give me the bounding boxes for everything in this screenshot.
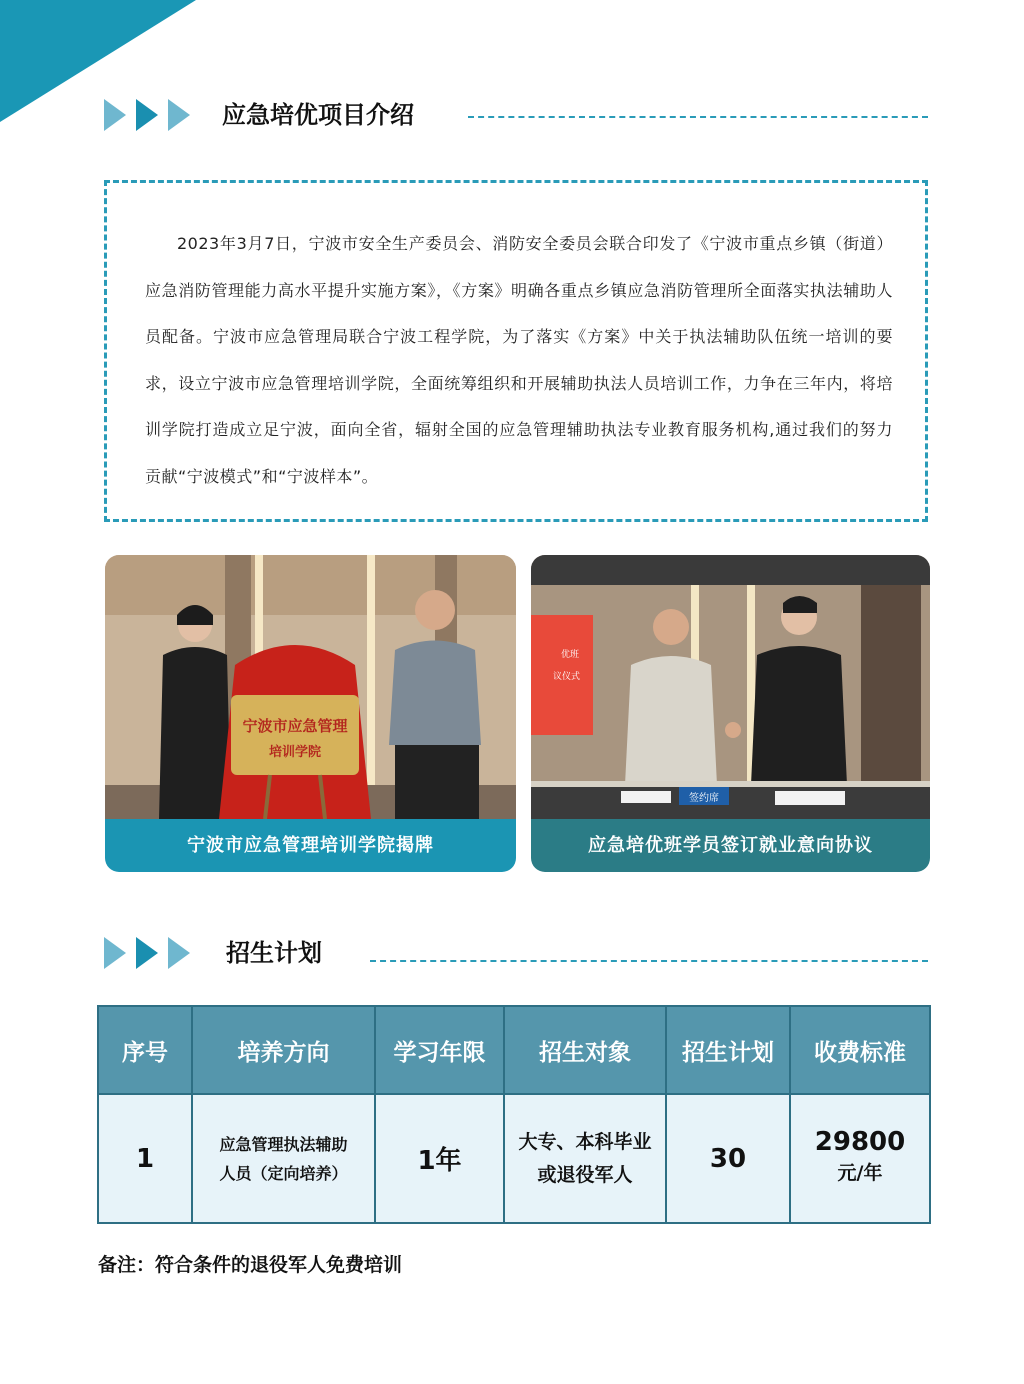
- cell-target-line2: 或退役军人: [537, 1163, 633, 1186]
- dashed-divider: [370, 960, 928, 962]
- cell-index: 1: [98, 1094, 192, 1223]
- dashed-divider: [468, 116, 928, 118]
- cell-target-line1: 大专、本科毕业: [518, 1130, 652, 1153]
- header-cell: 收费标准: [790, 1006, 930, 1094]
- photo-caption: 应急培优班学员签订就业意向协议: [531, 819, 930, 872]
- screen-line1: 优班: [561, 650, 580, 660]
- unveiling-photo: [105, 555, 516, 819]
- remark-note: 备注：符合条件的退役军人免费培训: [98, 1254, 403, 1276]
- table-header-row: [98, 1006, 930, 1094]
- header-cell: 序号: [98, 1006, 192, 1094]
- section-title: 应急培优项目介绍: [222, 101, 414, 129]
- cell-target: [504, 1094, 666, 1223]
- photo-card-signing: [531, 555, 930, 872]
- triple-arrow-icon: [104, 98, 194, 132]
- section-header-enrollment: [104, 936, 928, 976]
- intro-box: [104, 180, 928, 522]
- cell-fee-unit: 元/年: [837, 1162, 883, 1184]
- table-row: [98, 1094, 930, 1223]
- plaque-line2: 培训学院: [268, 745, 322, 760]
- cell-direction-line1: 应急管理执法辅助: [219, 1134, 348, 1154]
- signing-photo: [531, 555, 930, 819]
- header-cell: 招生对象: [504, 1006, 666, 1094]
- cell-plan: 30: [666, 1094, 790, 1223]
- section-title: 招生计划: [226, 939, 322, 967]
- cell-direction-line2: 人员（定向培养）: [219, 1163, 348, 1183]
- screen-line2: 议仪式: [553, 672, 581, 682]
- cell-fee-amount: 29800: [814, 1127, 906, 1157]
- cell-fee: [790, 1094, 930, 1223]
- sign-label: 签约席: [689, 793, 719, 804]
- plaque-line1: 宁波市应急管理: [242, 717, 348, 735]
- section-header-intro: [104, 98, 928, 138]
- header-cell: 培养方向: [192, 1006, 375, 1094]
- header-cell: 学习年限: [375, 1006, 504, 1094]
- intro-paragraph: 2023年3月7日，宁波市安全生产委员会、消防安全委员会联合印发了《宁波市重点乡镇（街道）应急消防管理能力高水平提升实施方案》，《方案》明确各重点乡镇应急消防管理所全面落实执法辅助人员配备。宁波市应急管理局联合宁波工程学院，为了落实《方案》中关于执法辅助队伍统一培训的要求，设立宁波市应急管理培训学院，全面统筹组织和开展辅助执法人员培训工作，力争在三年内，将培训学院打造成立足宁波，面向全省，辐射全国的应急管理辅助执法专业教育服务机构,通过我们的努力贡献“宁波模式”和“宁波样本”。: [145, 234, 893, 486]
- cell-years: 1年: [375, 1094, 504, 1223]
- enrollment-table: [97, 1005, 931, 1224]
- photo-caption: 宁波市应急管理培训学院揭牌: [105, 819, 516, 872]
- triple-arrow-icon: [104, 936, 194, 970]
- photo-card-unveiling: [105, 555, 516, 872]
- header-cell: 招生计划: [666, 1006, 790, 1094]
- cell-direction: [192, 1094, 375, 1223]
